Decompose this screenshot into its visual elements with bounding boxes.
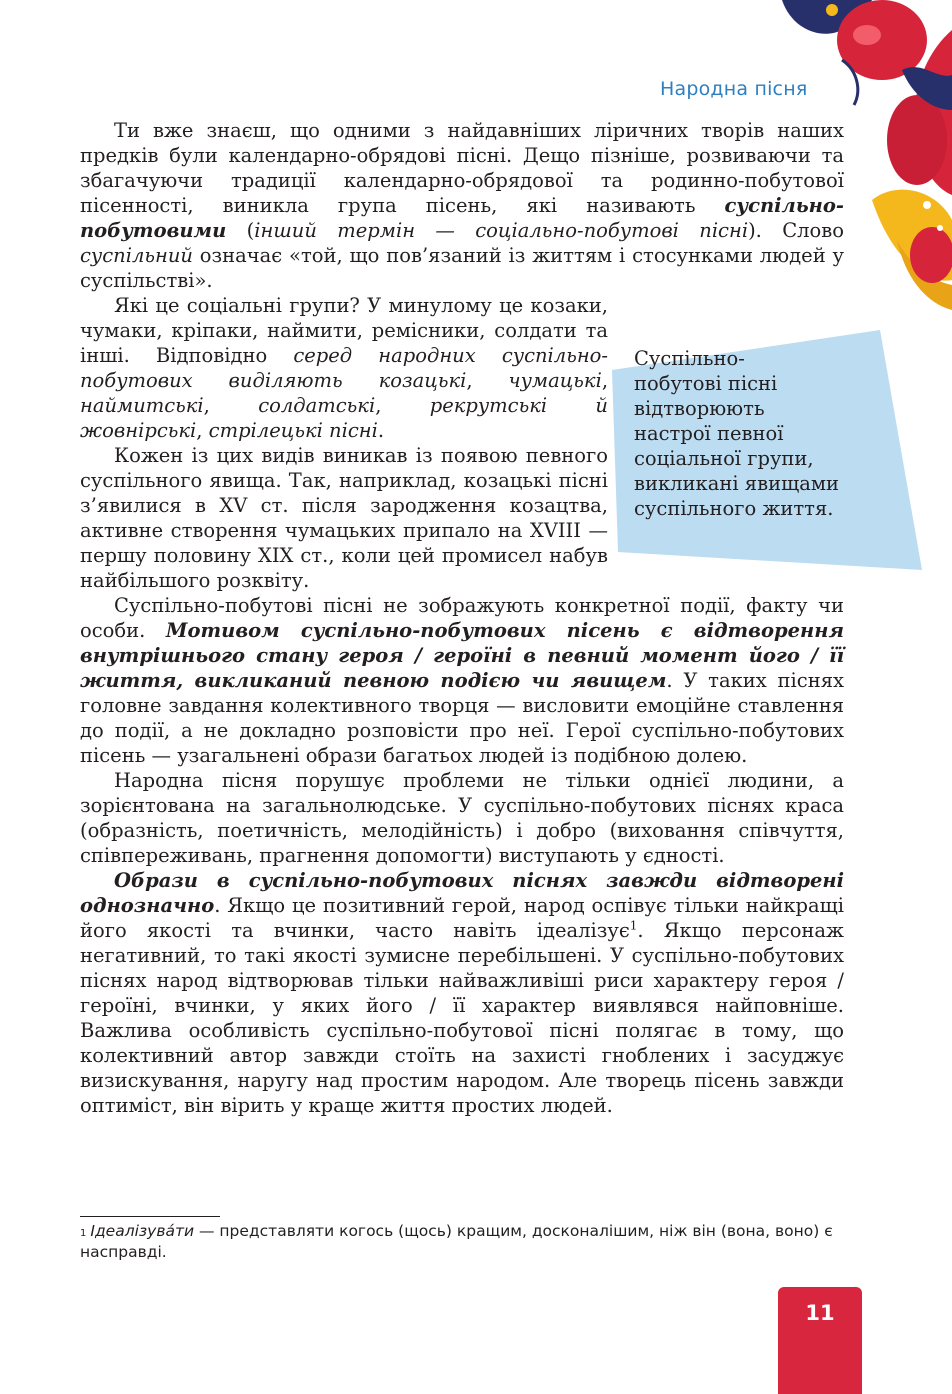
text-run: Кожен із цих видів виникав із появою певного суспільного явища. Так, наприклад, козацькі пісні з’явилися в XV ст. після зародження козацтва, активне створення чумацьких припало на XVIII — першу половину XIX ст., коли цей промисел набув найбільшого розквіту. (80, 444, 608, 592)
callout-line: соціальної групи, (634, 447, 814, 470)
paragraph (80, 443, 608, 593)
text-run: , (196, 419, 209, 442)
text-run: . У таких піснях головне завдання колективного творця — висловити емоційне ставлення до події, а не докладно розповісти про неї. Герої суспільно-побутових пісень — узагальнені образи багатьох людей із подібною долею. (80, 669, 844, 767)
text-run: серед народних суспільно-побутових виділяють козацькі (80, 344, 608, 392)
text-run: солдатські (258, 394, 376, 417)
text-run: суспільно-побутовими (80, 194, 844, 242)
main-text (80, 118, 844, 1118)
text-run: наймитські (80, 394, 204, 417)
text-run: стрілецькі пісні (208, 419, 378, 442)
text-run: , (203, 394, 259, 417)
text-run: Суспільно-побутові пісні не зображують конкретної події, факту чи особи. (80, 594, 844, 642)
text-run: , (375, 394, 430, 417)
page-number: 11 (805, 1301, 835, 1325)
paragraph (80, 868, 844, 1118)
callout-line: побутові пісні (634, 372, 778, 395)
section-title: Народна пісня (660, 78, 808, 100)
text-run: інший термін — соціально-побутові пісні (254, 219, 749, 242)
page-number-badge (778, 1287, 862, 1394)
callout-line: викликані явищами (634, 472, 839, 495)
text-run: чумацькі (508, 369, 602, 392)
definition-callout (612, 330, 922, 570)
paragraph (80, 118, 844, 293)
text-run: означає «той, що пов’язаний із життям і стосунками людей у суспільстві». (80, 244, 844, 292)
text-run: Ти вже знаєш, що одними з найдавніших ліричних творів наших предків були календарно-обрядові пісні. Дещо пізніше, розвиваючи та збагачуючи традиції календарно-обрядової та родинно-побутової пісенності, виникла група пісень, які називають (80, 119, 844, 217)
footnote-term: Ідеалізува́ти (90, 1222, 195, 1240)
text-run: . Якщо персонаж негативний, то такі якості зумисне перебільшені. У суспільно-побутових піснях народ відтворював тільки найважливіші риси характеру героя / героїні, вчинки, у яких його / її характер виявлявся найповніше. Важлива особливість суспільно-побутової пісні полягає в тому, що колективний автор завжди стоїть на захисті гноблених і засуджує визискування, наругу над простим народом. Але творець пісень завжди оптиміст, він вірить у краще життя простих людей. (80, 919, 844, 1117)
footnote-mark: 1 (80, 1228, 87, 1239)
footnote-divider (80, 1216, 220, 1217)
text-run: , (466, 369, 509, 392)
text-run: рекрутські й жовнірські (80, 394, 608, 442)
text-run: , (601, 369, 609, 392)
callout-line: відтворюють (634, 397, 765, 420)
callout-line: Суспільно- (634, 347, 745, 370)
text-run: суспільний (80, 244, 193, 267)
text-run: Які це соціальні групи? У минулому це козаки, чумаки, кріпаки, наймити, ремісники, солдати та інші. Відповідно (80, 294, 608, 367)
paragraph (80, 293, 608, 443)
text-run: . Якщо це позитивний герой, народ оспівує тільки найкращі його якості та вчинки, часто навіть ідеалізує (80, 894, 844, 942)
paragraph (80, 768, 844, 868)
footnote-text: — представляти когось (щось) кращим, досконалішим, ніж він (вона, воно) є насправді. (80, 1222, 833, 1261)
footnote (80, 1221, 850, 1263)
text-run: ( (226, 219, 255, 242)
callout-line: настрої певної (634, 422, 784, 445)
text-run: Народна пісня порушує проблеми не тільки однієї людини, а зорієнтована на загальнолюдське. У суспільно-побутових піснях краса (образність, поетичність, мелодійність) і добро (виховання співчуття, співпереживань, прагнення допомогти) виступають у єдності. (80, 769, 844, 867)
paragraph (80, 593, 844, 768)
text-run: 1 (629, 918, 638, 933)
text-run: . (377, 419, 385, 442)
text-run: Образи в суспільно-побутових піснях завжди відтворені однозначно (80, 869, 844, 917)
text-run: Мотивом суспільно-побутових пісень є відтворення внутрішнього стану героя / героїні в певний момент його / її життя, викликаний певною подією чи явищем (80, 619, 844, 692)
callout-text (634, 346, 904, 521)
text-run: ). Слово (748, 219, 844, 242)
callout-line: суспільного життя. (634, 497, 834, 520)
